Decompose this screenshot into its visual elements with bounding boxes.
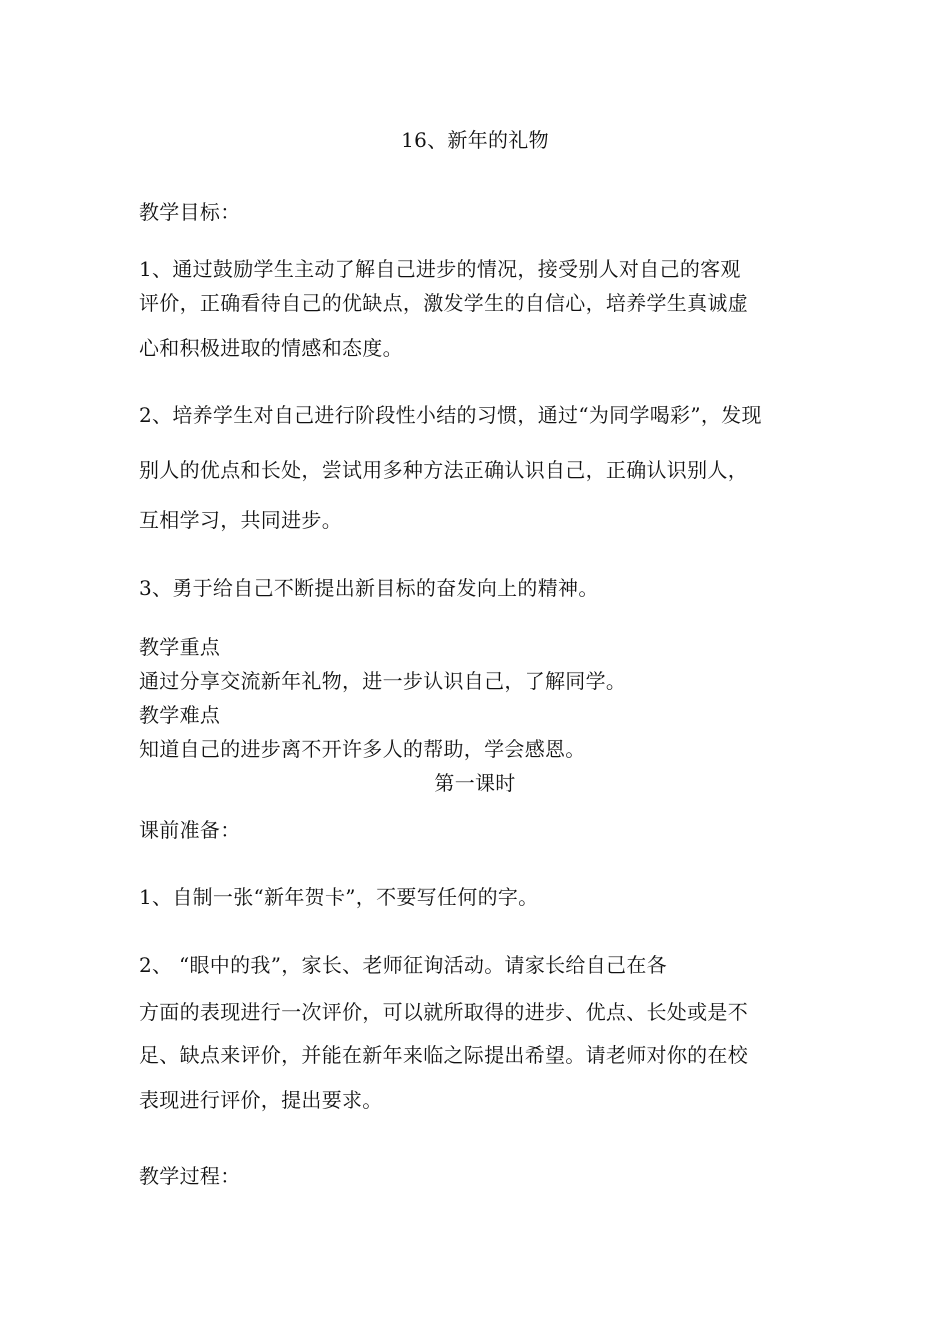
preparation-item-2-line-1: 2、 “眼中的我”，家长、老师征询活动。请家长给自己在各 bbox=[139, 953, 667, 977]
objective-1-line-3: 心和积极进取的情感和态度。 bbox=[139, 336, 403, 360]
difficult-points-text: 知道自己的进步离不开许多人的帮助，学会感恩。 bbox=[139, 737, 586, 761]
objectives-heading: 教学目标： bbox=[139, 200, 241, 224]
objective-3: 3、勇于给自己不断提出新目标的奋发向上的精神。 bbox=[139, 576, 599, 600]
preparation-item-2-line-2: 方面的表现进行一次评价，可以就所取得的进步、优点、长处或是不 bbox=[139, 1000, 748, 1024]
difficult-points-heading: 教学难点 bbox=[139, 703, 221, 727]
preparation-item-1: 1、自制一张“新年贺卡”，不要写任何的字。 bbox=[139, 885, 539, 909]
objective-2-line-1: 2、培养学生对自己进行阶段性小结的习惯，通过“为同学喝彩”，发现 bbox=[139, 403, 762, 427]
lesson-heading: 第一课时 bbox=[434, 771, 516, 795]
objective-1-line-2: 评价，正确看待自己的优缺点，激发学生的自信心，培养学生真诚虚 bbox=[139, 291, 748, 315]
key-points-text: 通过分享交流新年礼物，进一步认识自己，了解同学。 bbox=[139, 669, 627, 693]
process-heading: 教学过程： bbox=[139, 1164, 241, 1188]
document-title: 16、新年的礼物 bbox=[401, 128, 549, 152]
objective-2-line-3: 互相学习，共同进步。 bbox=[139, 508, 342, 532]
preparation-heading: 课前准备： bbox=[139, 818, 241, 842]
key-points-heading: 教学重点 bbox=[139, 635, 221, 659]
preparation-item-2-line-3: 足、缺点来评价，并能在新年来临之际提出希望。请老师对你的在校 bbox=[139, 1043, 748, 1067]
preparation-item-2-line-4: 表现进行评价，提出要求。 bbox=[139, 1088, 383, 1112]
objective-1-line-1: 1、通过鼓励学生主动了解自己进步的情况，接受别人对自己的客观 bbox=[139, 257, 741, 281]
objective-2-line-2: 别人的优点和长处，尝试用多种方法正确认识自己，正确认识别人， bbox=[139, 458, 748, 482]
